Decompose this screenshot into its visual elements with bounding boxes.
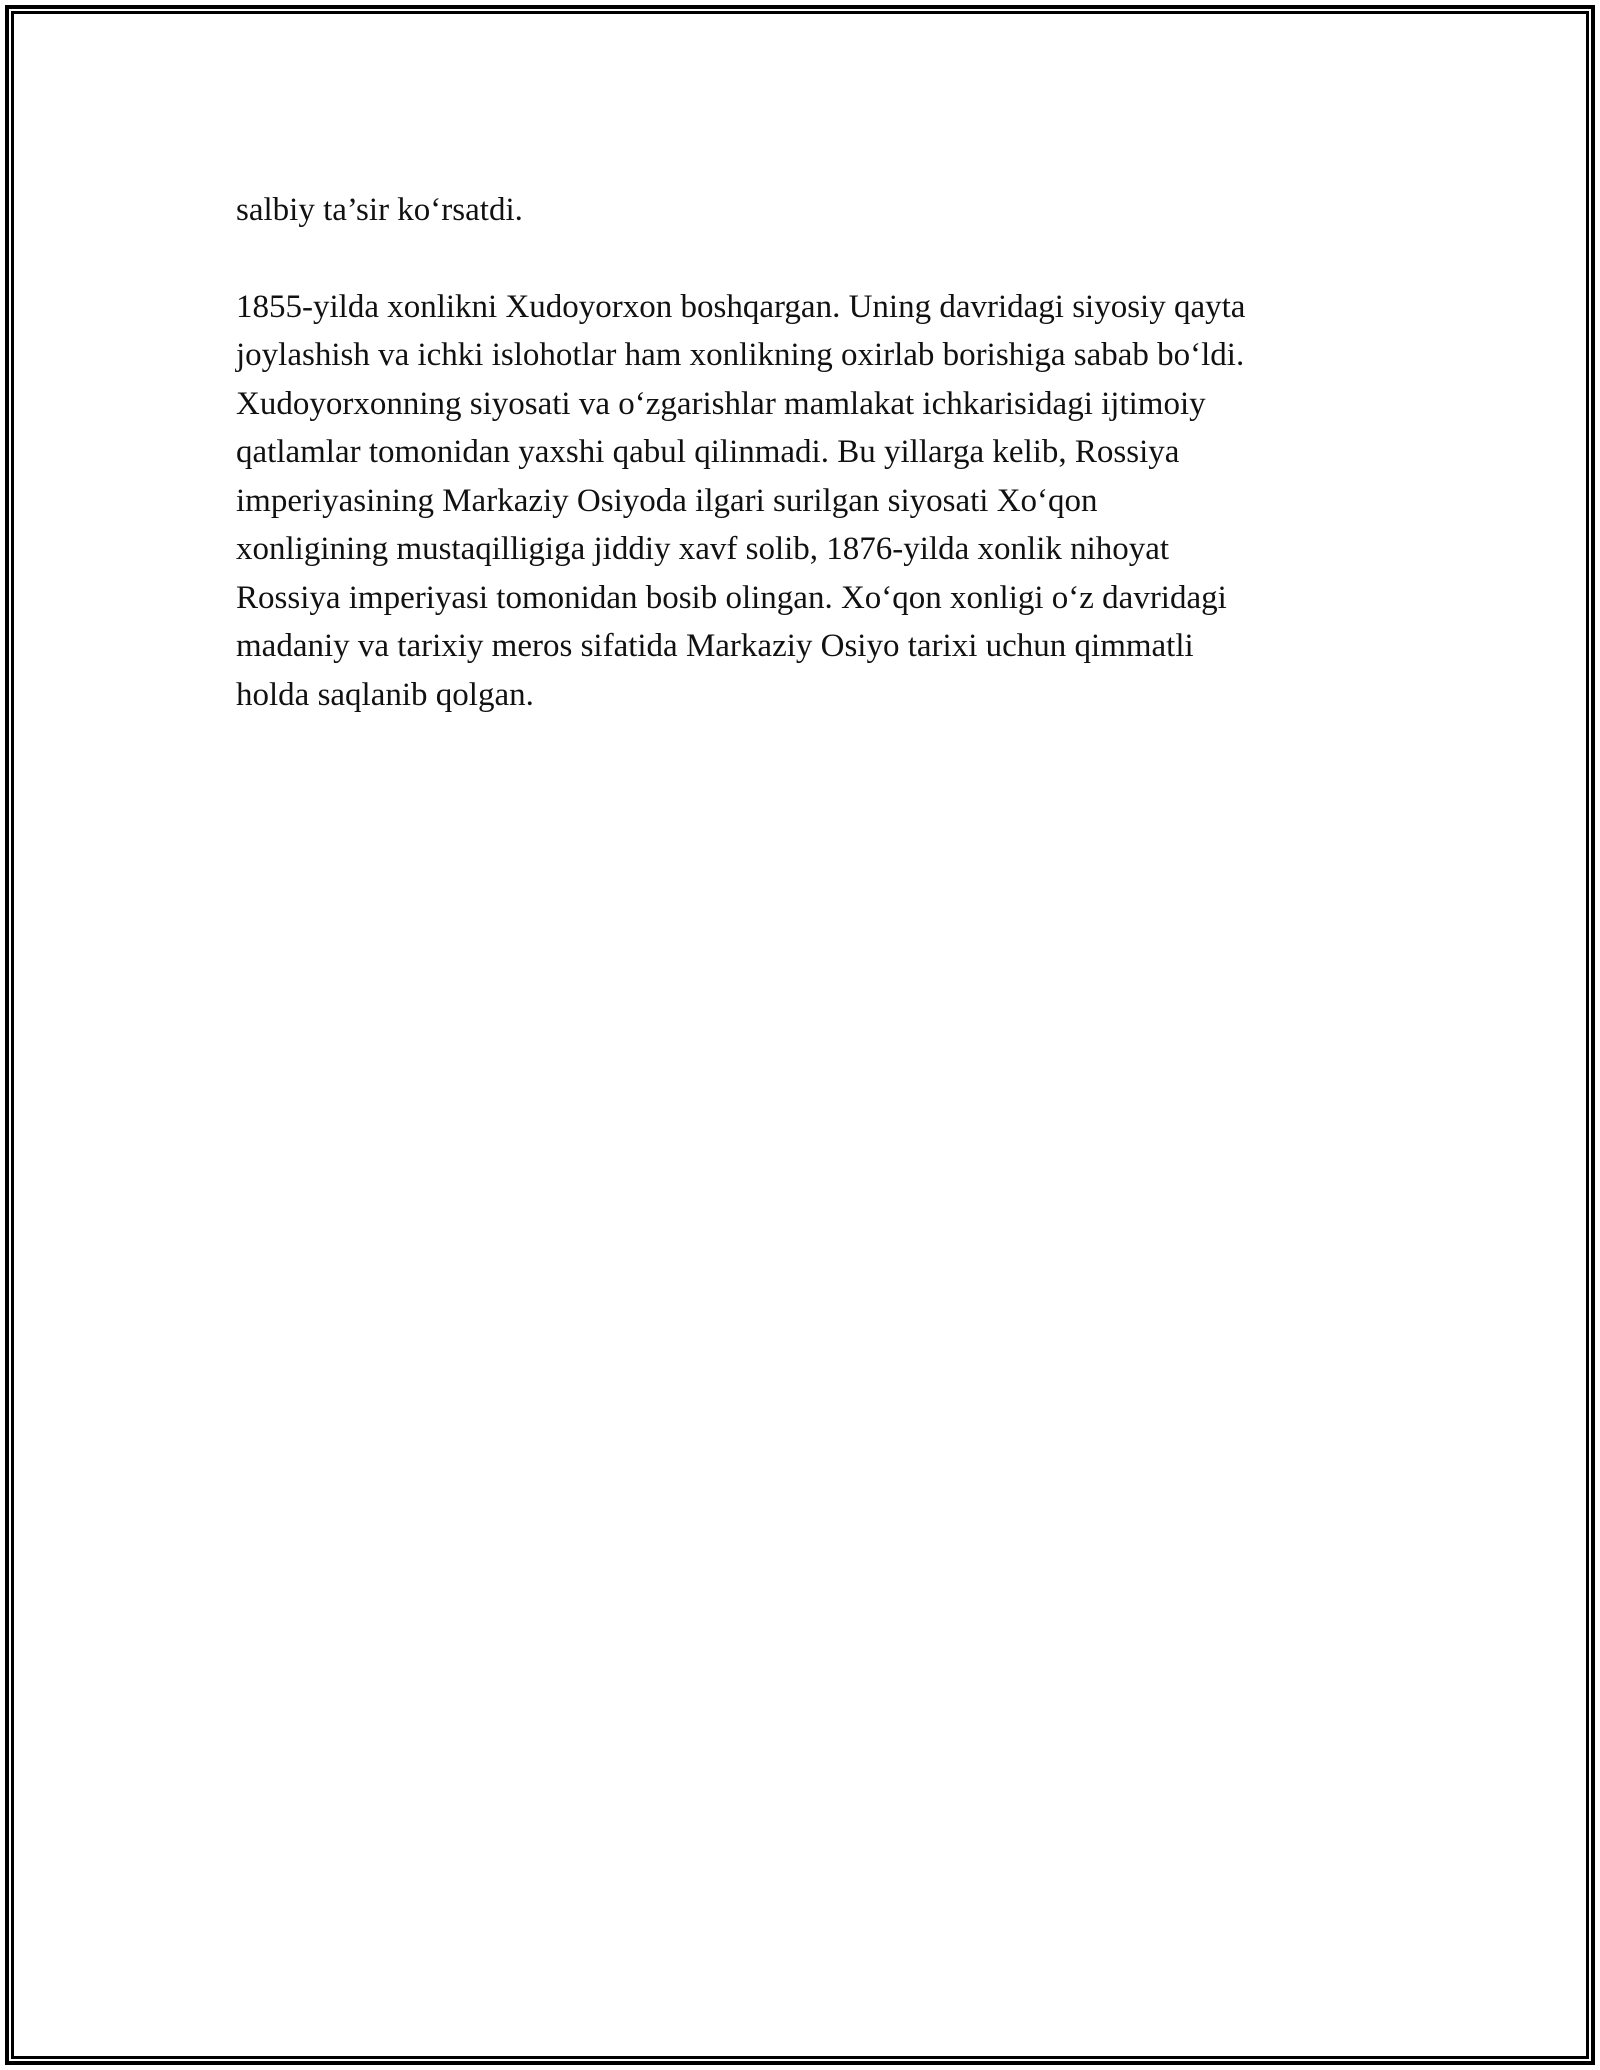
document-body — [236, 186, 1376, 719]
paragraph — [236, 283, 1376, 720]
text-line: joylashish va ichki islohotlar ham xonlikning oxirlab borishiga sabab bo‘ldi. — [236, 337, 1245, 373]
text-line: madaniy va tarixiy meros sifatida Markaziy Osiyo tarixi uchun qimmatli — [236, 628, 1194, 664]
text-line: Xudoyorxonning siyosati va o‘zgarishlar mamlakat ichkarisidagi ijtimoiy — [236, 385, 1206, 422]
text-line: Rossiya imperiyasi tomonidan bosib olingan. Xo‘qon xonligi o‘z davridagi — [236, 579, 1227, 616]
text-line: 1855-yilda xonlikni Xudoyorxon boshqargan. Uning davridagi siyosiy qayta — [236, 288, 1246, 325]
text-line: imperiyasining Markaziy Osiyoda ilgari surilgan siyosati Xo‘qon — [236, 482, 1098, 519]
text-line: holda saqlanib qolgan. — [236, 676, 534, 713]
text-line: salbiy ta’sir ko‘rsatdi. — [236, 192, 523, 228]
text-line: qatlamlar tomonidan yaxshi qabul qilinmadi. Bu yillarga kelib, Rossiya — [236, 434, 1180, 470]
text-line: xonligining mustaqilligiga jiddiy xavf solib, 1876-yilda xonlik nihoyat — [236, 531, 1170, 567]
paragraph — [236, 186, 1376, 235]
